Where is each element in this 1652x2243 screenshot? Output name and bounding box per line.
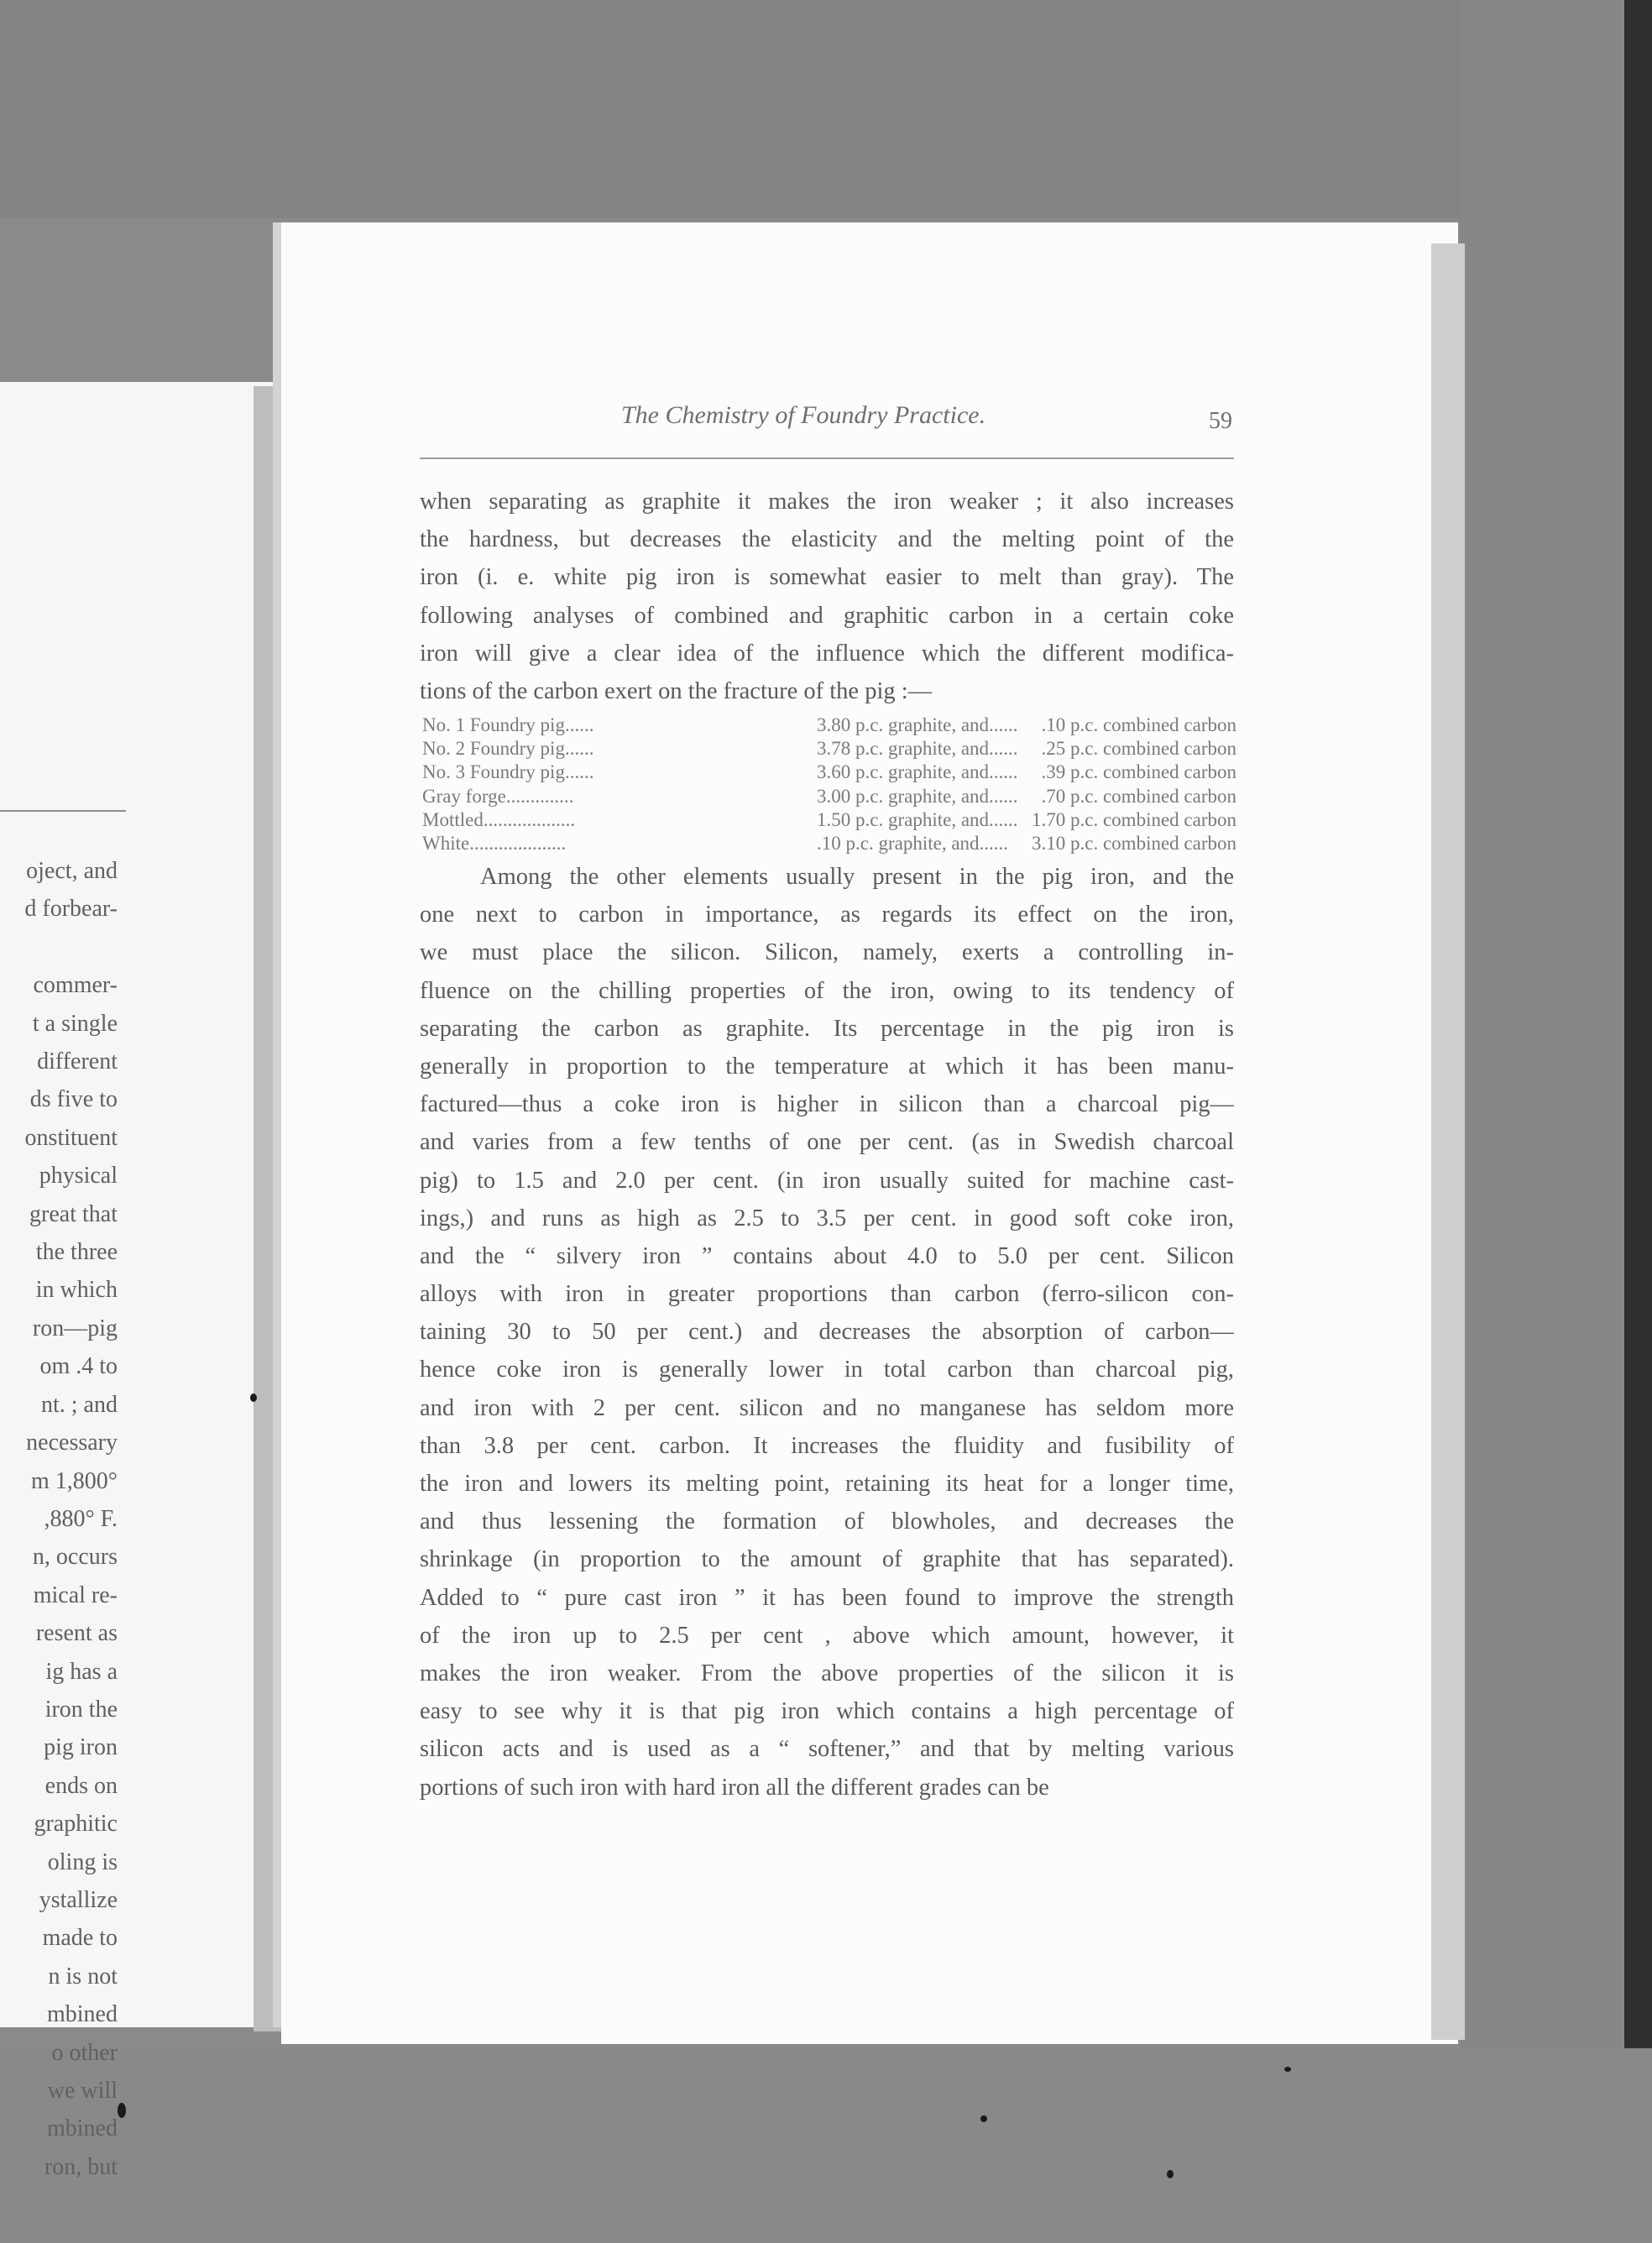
paragraph-line: the iron and lowers its melting point, retaining its heat for a longer time, [420,1471,1234,1497]
paragraph-line: one next to carbon in importance, as regards its effect on the iron, [420,902,1234,928]
left-page-line: ron—pig [32,1315,118,1341]
table-row [422,785,1236,808]
paragraph-line: generally in proportion to the temperature at which it has been manu- [420,1053,1234,1080]
table-cell-grade: No. 1 Foundry pig...... [422,714,594,735]
table-row [422,737,1236,761]
paragraph-line: shrinkage (in proportion to the amount of graphite that has separated). [420,1546,1234,1573]
paragraph-line: separating the carbon as graphite. Its percentage in the pig iron is [420,1015,1234,1042]
left-page-line: we will [47,2078,118,2104]
table-cell-combined: 3.10 p.c. combined carbon [1032,832,1236,854]
paragraph-line: Added to “ pure cast iron ” it has been found to improve the strength [420,1584,1234,1611]
scan-speck [1167,2170,1174,2178]
page-stack-edge [1431,243,1465,2040]
running-head: The Chemistry of Foundry Practice. [621,401,986,429]
left-page-line: ig has a [45,1658,118,1685]
table-cell-combined: .70 p.c. combined carbon [1041,785,1236,807]
paragraph-line: when separating as graphite it makes the iron weaker ; it also increases [420,489,1234,515]
table-cell-combined: .10 p.c. combined carbon [1041,714,1236,735]
left-page-line: mbined [47,2001,118,2028]
scan-speck [118,2103,126,2118]
left-page-line: m 1,800° [31,1467,118,1494]
paragraph-line: makes the iron weaker. From the above properties of the silicon it is [420,1660,1234,1686]
paragraph-line: pig) to 1.5 and 2.0 per cent. (in iron usually suited for machine cast- [420,1167,1234,1194]
left-page-line: o other [51,2039,118,2066]
header-rule [420,457,1234,459]
table-cell-grade: No. 3 Foundry pig...... [422,761,594,783]
left-page-line: commer- [33,972,118,999]
paragraph-line: hence coke iron is generally lower in total carbon than charcoal pig, [420,1357,1234,1383]
paragraph-line: fluence on the chilling properties of the iron, owing to its tendency of [420,977,1234,1004]
left-page-line: om .4 to [39,1353,118,1380]
table-row [422,714,1236,737]
paragraph-line: Among the other elements usually present in the pig iron, and the [480,864,1234,890]
paragraph-line: alloys with iron in greater proportions than carbon (ferro-silicon con- [420,1281,1234,1308]
scan-background-bottom [0,2048,1652,2243]
left-page-line: n, occurs [32,1544,118,1571]
left-page-line: necessary [26,1430,118,1456]
paragraph-line: following analyses of combined and graphitic carbon in a certain coke [420,602,1234,629]
scan-edge-dark [1624,0,1652,2243]
paragraph-line: of the iron up to 2.5 per cent , above which amount, however, it [420,1622,1234,1649]
paragraph-line: iron will give a clear idea of the influence which the different modifica- [420,640,1234,667]
left-page-text [0,852,118,2186]
table-cell-graphite: 3.60 p.c. graphite, and...... [817,761,1018,783]
left-page-line: ds five to [29,1086,118,1113]
left-page-line: nt. ; and [41,1391,118,1418]
paragraph-1 [420,483,1234,710]
paragraph-line: than 3.8 per cent. carbon. It increases the fluidity and fusibility of [420,1432,1234,1459]
paragraph-line: silicon acts and is used as a “ softener,” and that by melting various [420,1736,1234,1763]
left-page-line: pig iron [44,1734,118,1761]
left-page-line: mical re- [33,1582,118,1608]
left-page-line: oling is [47,1848,118,1875]
left-page-line: onstituent [24,1124,118,1151]
scan-speck [250,1393,257,1402]
left-page-line: physical [39,1163,118,1189]
left-page-line: oject, and [26,858,118,884]
scan-background-right [1461,0,1652,2243]
left-page-line: t a single [32,1010,118,1037]
paragraph-2 [420,858,1234,1806]
paragraph-line: factured—thus a coke iron is higher in silicon than a charcoal pig— [420,1091,1234,1118]
table-cell-grade: Mottled................... [422,808,576,830]
paragraph-line: we must place the silicon. Silicon, namely, exerts a controlling in- [420,939,1234,966]
left-page [0,382,273,2180]
left-page-line: different [37,1048,118,1075]
left-page-line: ,880° F. [44,1505,118,1532]
table-cell-combined: 1.70 p.c. combined carbon [1032,808,1236,830]
paragraph-line: ings,) and runs as high as 2.5 to 3.5 per cent. in good soft coke iron, [420,1205,1234,1231]
paragraph-line: and iron with 2 per cent. silicon and no manganese has seldom more [420,1394,1234,1421]
left-page-line: d forbear- [24,896,118,923]
paragraph-line: easy to see why it is that pig iron which contains a high percentage of [420,1698,1234,1725]
page-number: 59 [1209,408,1232,434]
paragraph-line: and varies from a few tenths of one per cent. (as in Swedish charcoal [420,1129,1234,1156]
left-page-line: ron, but [44,2153,118,2180]
paragraph-line: tions of the carbon exert on the fracture of the pig :— [420,677,933,704]
left-page-line: ystallize [39,1886,118,1913]
table-cell-graphite: .10 p.c. graphite, and...... [817,832,1009,854]
left-page-line [0,928,118,966]
left-page-line: great that [29,1200,118,1227]
table-cell-graphite: 1.50 p.c. graphite, and...... [817,808,1018,830]
table-cell-graphite: 3.78 p.c. graphite, and...... [817,738,1018,760]
paragraph-line: and the “ silvery iron ” contains about 4.0 to 5.0 per cent. Silicon [420,1242,1234,1269]
left-page-line: resent as [35,1620,118,1647]
table-cell-grade: White.................... [422,832,567,854]
table-cell-combined: .39 p.c. combined carbon [1041,761,1236,783]
left-page-line: made to [42,1925,118,1952]
table-cell-graphite: 3.00 p.c. graphite, and...... [817,785,1018,807]
carbon-analysis-table [422,714,1236,855]
left-page-line: graphitic [34,1811,118,1838]
left-page-line: in which [35,1277,118,1304]
table-cell-grade: Gray forge.............. [422,785,574,807]
paragraph-line: the hardness, but decreases the elasticity and the melting point of the [420,526,1234,553]
table-cell-combined: .25 p.c. combined carbon [1041,738,1236,760]
scan-speck [980,2115,987,2122]
left-page-line: mbined [47,2115,118,2142]
paragraph-line: portions of such iron with hard iron all the different grades can be [420,1774,1049,1801]
left-page-line: iron the [44,1696,118,1723]
page-header [420,401,1234,438]
scan-background-top [0,0,1652,218]
table-cell-grade: No. 2 Foundry pig...... [422,738,594,760]
left-page-line: n is not [48,1963,118,1989]
scan-speck [1284,2067,1291,2072]
paragraph-line: taining 30 to 50 per cent.) and decreases the absorption of carbon— [420,1319,1234,1346]
table-row [422,832,1236,855]
table-cell-graphite: 3.80 p.c. graphite, and...... [817,714,1018,735]
left-page-line: ends on [44,1772,118,1799]
left-page-line: the three [35,1239,118,1266]
left-page-header-rule [0,810,126,812]
paragraph-line: iron (i. e. white pig iron is somewhat easier to melt than gray). The [420,564,1234,591]
table-row [422,761,1236,784]
paragraph-line: and thus lessening the formation of blowholes, and decreases the [420,1508,1234,1535]
table-row [422,808,1236,832]
